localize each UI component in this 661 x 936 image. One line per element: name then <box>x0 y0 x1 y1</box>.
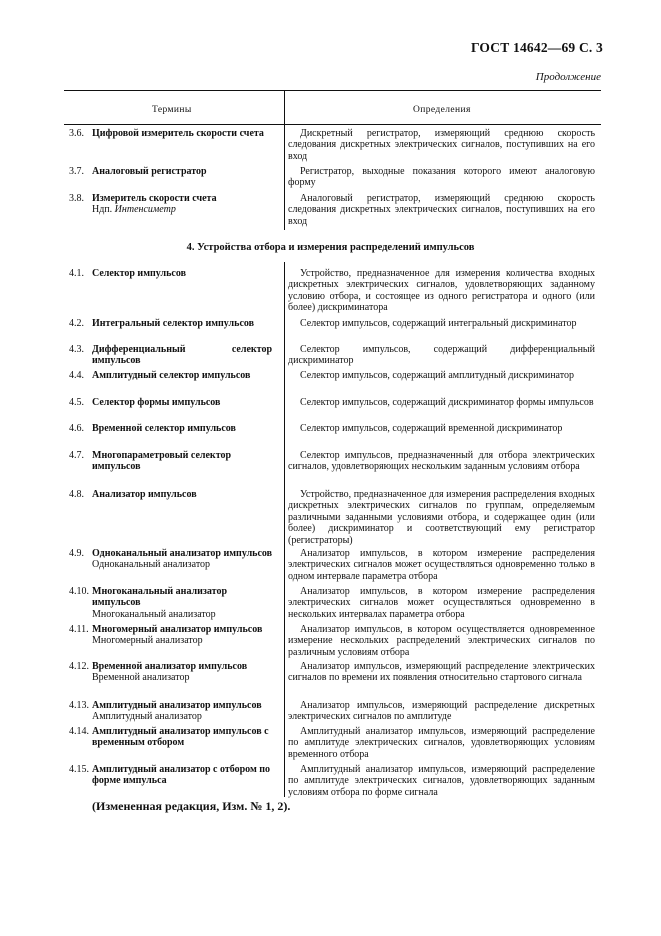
term-definition: Дискретный регистратор, измеряющий среднюю скорость следования дискретных электрических сигналов, поступивших на его вход <box>288 128 595 162</box>
column-divider-top <box>284 90 285 230</box>
term-name: Многоканальный анализатор импульсов Многоканальный анализатор <box>92 586 228 620</box>
term-number: 4.4. <box>69 370 84 381</box>
column-header-terms: Термины <box>152 105 192 115</box>
term-number: 4.13. <box>69 700 89 711</box>
column-header-definitions: Определения <box>413 105 471 115</box>
term-definition: Анализатор импульсов, в котором осуществляется одновременное измерение нескольких распределений электрических сигналов по различным условиям отбора <box>288 624 595 658</box>
table-header-rule <box>64 124 601 125</box>
term-number: 4.15. <box>69 764 89 775</box>
term-number: 4.6. <box>69 423 84 434</box>
term-name: Амплитудный анализатор импульсов Амплитудный анализатор <box>92 700 262 723</box>
column-divider-bottom <box>284 262 285 797</box>
term-name: Аналоговый регистратор <box>92 166 207 177</box>
term-number: 4.11. <box>69 624 89 635</box>
term-number: 4.9. <box>69 548 84 559</box>
term-name: Селектор формы импульсов <box>92 397 221 408</box>
term-number: 4.3. <box>69 344 84 355</box>
term-name: Многопараметровый селектор импульсов <box>92 450 232 473</box>
term-number: 4.7. <box>69 450 84 461</box>
term-name: Селектор импульсов <box>92 268 187 279</box>
term-definition: Аналоговый регистратор, измеряющий среднюю скорость следования дискретных электрических сигналов, поступивших на его вход <box>288 193 595 227</box>
term-name: Временной селектор импульсов <box>92 423 236 434</box>
term-definition: Устройство, предназначенное для измерения количества входных дискретных электрических сигналов, удовлетворяющих заданному условию отбора, и состоящее из одного регистратора и одного (или более) дискриминатора <box>288 268 595 314</box>
term-name: Интегральный селектор импульсов <box>92 318 255 329</box>
term-name: Дифференциальный селектор импульсов <box>92 344 272 367</box>
term-definition: Регистратор, выходные показания которого имеют аналоговую форму <box>288 166 595 189</box>
term-number: 4.12. <box>69 661 89 672</box>
term-number: 3.7. <box>69 166 84 177</box>
term-definition: Селектор импульсов, содержащий дифференциальный дискриминатор <box>288 344 595 367</box>
term-definition: Анализатор импульсов, в котором измерение распределения электрических сигналов может осуществляться одновременно в нескольких интервалах параметра отбора <box>288 586 595 620</box>
term-number: 3.8. <box>69 193 84 204</box>
term-number: 4.1. <box>69 268 84 279</box>
term-name: Амплитудный анализатор импульсов с временным отбором <box>92 726 269 749</box>
term-name: Временной анализатор импульсов Временной анализатор <box>92 661 248 684</box>
term-name: Многомерный анализатор импульсов Многомерный анализатор <box>92 624 263 647</box>
term-name: Амплитудный селектор импульсов <box>92 370 251 381</box>
term-number: 4.5. <box>69 397 84 408</box>
amendment-note: (Измененная редакция, Изм. № 1, 2). <box>92 799 291 813</box>
term-number: 3.6. <box>69 128 84 139</box>
term-definition: Селектор импульсов, предназначенный для отбора электрических сигналов, удовлетворяющих нескольким заданным условиям отбора <box>288 450 595 473</box>
continuation-label: Продолжение <box>535 71 601 83</box>
section-title: 4. Устройства отбора и измерения распределений импульсов <box>186 242 475 253</box>
term-name: Одноканальный анализатор импульсов Одноканальный анализатор <box>92 548 273 571</box>
term-number: 4.2. <box>69 318 84 329</box>
term-number: 4.8. <box>69 489 84 500</box>
term-name: Измеритель скорости счета Ндп. Интенсиметр <box>92 193 217 216</box>
term-definition: Амплитудный анализатор импульсов, измеряющий распределение по амплитуде электрических сигналов, удовлетворяющих условиям временного отбора <box>288 726 595 760</box>
term-definition: Анализатор импульсов, в котором измерение распределения электрических сигналов может осуществляться одновременно только в одном интервале параметра отбора <box>288 548 595 582</box>
document-code: ГОСТ 14642—69 С. 3 <box>470 40 603 55</box>
term-definition: Селектор импульсов, содержащий временной дискриминатор <box>300 423 563 434</box>
term-number: 4.10. <box>69 586 89 597</box>
term-definition: Селектор импульсов, содержащий дискриминатор формы импульсов <box>300 397 594 408</box>
term-definition: Анализатор импульсов, измеряющий распределение электрических сигналов по времени их появления относительно стартового сигнала <box>288 661 595 684</box>
term-number: 4.14. <box>69 726 89 737</box>
term-definition: Амплитудный анализатор импульсов, измеряющий распределение по амплитуде электрических сигналов, удовлетворяющих заданным условиям отбора по форме сигнала <box>288 764 595 798</box>
term-name: Анализатор импульсов <box>92 489 197 500</box>
term-definition: Селектор импульсов, содержащий интегральный дискриминатор <box>300 318 577 329</box>
term-definition: Селектор импульсов, содержащий амплитудный дискриминатор <box>300 370 574 381</box>
term-definition: Устройство, предназначенное для измерения распределения входных дискретных электрических сигналов по группам, определяемым различными заданными условиями отбора, и содержащее один (или более) дискриминатор и соответствующий ему регистратор (регистраторы) <box>288 489 595 546</box>
table-top-rule <box>64 90 601 91</box>
term-name: Цифровой измеритель скорости счета <box>92 128 264 139</box>
term-name: Амплитудный анализатор с отбором по форме импульса <box>92 764 271 787</box>
term-definition: Анализатор импульсов, измеряющий распределение дискретных электрических сигналов по амплитуде <box>288 700 595 723</box>
